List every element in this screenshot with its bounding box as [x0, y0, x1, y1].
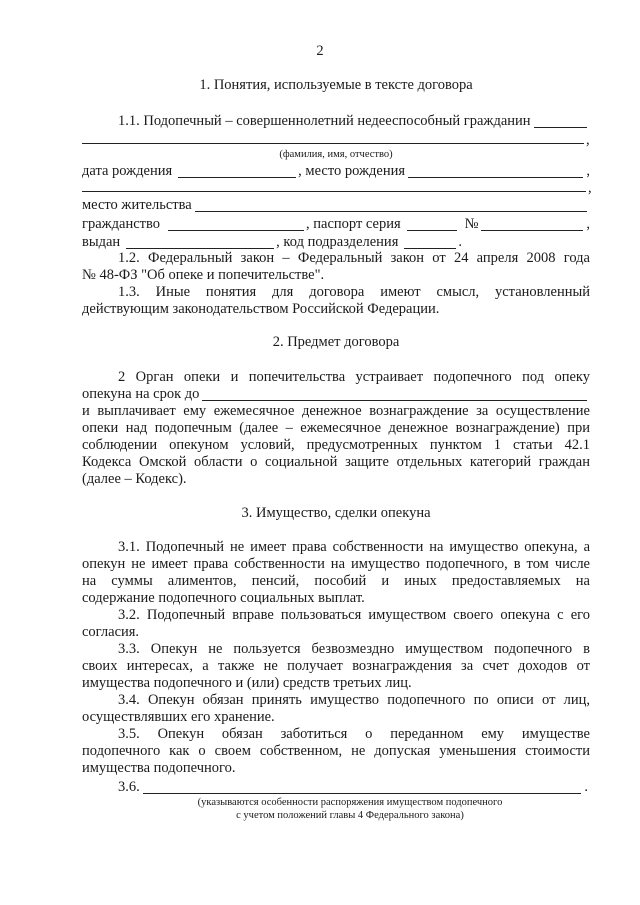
section-2-line-1: 2 Орган опеки и попечительства устраивает подопечного под опеку: [118, 369, 590, 385]
issued-line: выдан , код подразделения .: [82, 234, 462, 250]
citizenship-field: [168, 217, 304, 231]
clause-3-5-line-3: имущества подопечного.: [82, 760, 236, 776]
clause-3-3-line-2: своих интересах, а также не получает вознаграждения за счет доходов от: [82, 658, 590, 674]
passport-series-label: , паспорт серия: [306, 216, 401, 232]
clause-1-1: [118, 112, 590, 131]
clause-1-2-line-2: № 48-ФЗ "Об опеке и попечительстве".: [82, 267, 325, 283]
clause-1-3-line-1: 1.3. Иные понятия для договора имеют смысл, установленный: [118, 284, 590, 300]
clause-3-6: 3.6. .: [118, 779, 588, 795]
issued-field: [126, 235, 274, 249]
document-page: 2 1. Понятия, используемые в тексте договора 1.1. Подопечный – совершеннолетний недееспособный гражданин , (фамилия, имя, отчество) дата рождения , место рождения , , место жительства гражданство , паспорт серия № , выдан , код подразделения . 1.2. Федеральный закон – Федеральный закон от 24 апреля 2008 года № 48-ФЗ "Об опеке и попечительстве". 1.3. Иные понятия для договора имеют смысл, установленный действующим законодательством Российской Федерации. 2. Предмет договора 2 Орган опеки и попечительства устраивает подопечного под опеку опекуна на срок до и выплачивает ему ежемесячное денежное вознаграждение за осуществление опеки над подопечным (далее – ежемесячное денежное вознаграждение) при соблюдении опекуном условий, предусмотренных пунктом 1 статьи 42.1 Кодекса Омской области о социальной защите отдельных категорий граждан (далее – Кодекс). 3. Имущество, сделки опекуна 3.1. Подопечный не имеет права собственности на имущество опекуна, а опекун не имеет права собственности на имущество подопечного, в том числе на суммы алиментов, пенсий, пособий и иных предоставляемых на содержание подопечного социальных выплат. 3.2. Подопечный вправе пользоваться имуществом своего опекуна с его согласия. 3.3. Опекун не пользуется безвозмездно имуществом подопечного в своих интересах, а также не получает вознаграждения за счет доходов от имущества подопечного и (или) средств третьих лиц. 3.4. Опекун обязан принять имущество подопечного по описи от лиц, осуществлявших его хранение. 3.5. Опекун обязан заботиться о переданном ему имуществе подопечного как о своем собственном, не допуская уменьшения стоимости имущества подопечного. 3.6. . (указываются особенности распоряжения имуществом подопечного с учетом положений главы 4 Федерального закона): [0, 0, 640, 905]
passport-series-field: [407, 217, 457, 231]
birth-place-label: , место рождения: [298, 163, 406, 179]
section-2-heading: 2. Предмет договора: [272, 334, 400, 350]
section-2-line-3: и выплачивает ему ежемесячное денежное вознаграждение за осуществление: [82, 403, 590, 419]
clause-3-2-line-1: 3.2. Подопечный вправе пользоваться имуществом своего опекуна с его: [118, 607, 590, 623]
clause-3-3-line-3: имущества подопечного и (или) средств третьих лиц.: [82, 675, 412, 691]
clause-1-1-text: 1.1. Подопечный – совершеннолетний недееспособный гражданин: [118, 113, 531, 129]
clause-1-2-line-1: 1.2. Федеральный закон – Федеральный закон от 24 апреля 2008 года: [118, 250, 590, 266]
citizenship-label: гражданство: [82, 216, 160, 232]
clause-3-4-line-1: 3.4. Опекун обязан принять имущество подопечного по описи от лиц,: [118, 692, 590, 708]
clause-3-1-line-4: содержание подопечного социальных выплат.: [82, 590, 365, 606]
ward-name-field: [534, 114, 587, 128]
clause-3-5-line-2: подопечного как о своем собственном, не допуская уменьшения стоимости: [82, 743, 590, 759]
clause-3-6-label: 3.6.: [118, 779, 140, 795]
clause-3-6-caption-1: (указываются особенности распоряжения имуществом подопечного: [197, 797, 503, 808]
fio-caption: (фамилия, имя, отчество): [279, 149, 393, 160]
clause-3-4-line-2: осуществлявших его хранение.: [82, 709, 275, 725]
residence-line: [82, 196, 590, 215]
clause-3-2-line-2: согласия.: [82, 624, 140, 640]
residence-label: место жительства: [82, 197, 192, 213]
term-label: опекуна на срок до: [82, 386, 200, 402]
term-field: [202, 387, 587, 401]
division-code-field: [404, 235, 456, 249]
clause-3-6-caption-2: с учетом положений главы 4 Федерального закона): [236, 810, 464, 821]
clause-3-6-field: [143, 780, 582, 794]
passport-number-label: №: [464, 216, 479, 232]
birth-line: дата рождения , место рождения ,: [82, 163, 590, 179]
clause-3-1-line-1: 3.1. Подопечный не имеет права собственности на имущество опекуна, а: [118, 539, 590, 555]
comma: ,: [586, 132, 590, 148]
birth-place-line-2: [82, 191, 586, 192]
section-2-line-4: опеки над подопечным (далее – ежемесячное денежное вознаграждение) при: [82, 420, 590, 436]
page-number: 2: [316, 43, 324, 59]
passport-number-field: [481, 217, 583, 231]
clause-3-3-line-1: 3.3. Опекун не пользуется безвозмездно имуществом подопечного в: [118, 641, 590, 657]
clause-3-5-line-1: 3.5. Опекун обязан заботиться о переданном ему имуществе: [118, 726, 590, 742]
residence-field: [195, 198, 587, 212]
citizenship-line: гражданство , паспорт серия № ,: [82, 216, 590, 232]
section-1-heading: 1. Понятия, используемые в тексте договора: [199, 77, 473, 93]
clause-1-3-line-2: действующим законодательством Российской Федерации.: [82, 301, 440, 317]
birth-date-field: [178, 164, 296, 178]
birth-place-field: [408, 164, 583, 178]
clause-3-1-line-2: опекун не имеет права собственности на имущество подопечного, в том числе: [82, 556, 590, 572]
issued-label: выдан: [82, 234, 121, 250]
section-2-line-6: Кодекса Омской области о социальной защите отдельных категорий граждан: [82, 454, 590, 470]
section-3-heading: 3. Имущество, сделки опекуна: [241, 505, 431, 521]
clause-3-1-line-3: на суммы алиментов, пенсий, пособий и иных предоставляемых на: [82, 573, 590, 589]
section-2-line-7: (далее – Кодекс).: [82, 471, 187, 487]
division-code-label: , код подразделения: [276, 234, 399, 250]
section-2-line-5: соблюдении опекуном условий, предусмотренных пунктом 1 статьи 42.1: [82, 437, 590, 453]
ward-name-line: [82, 143, 584, 144]
birth-date-label: дата рождения: [82, 163, 173, 179]
